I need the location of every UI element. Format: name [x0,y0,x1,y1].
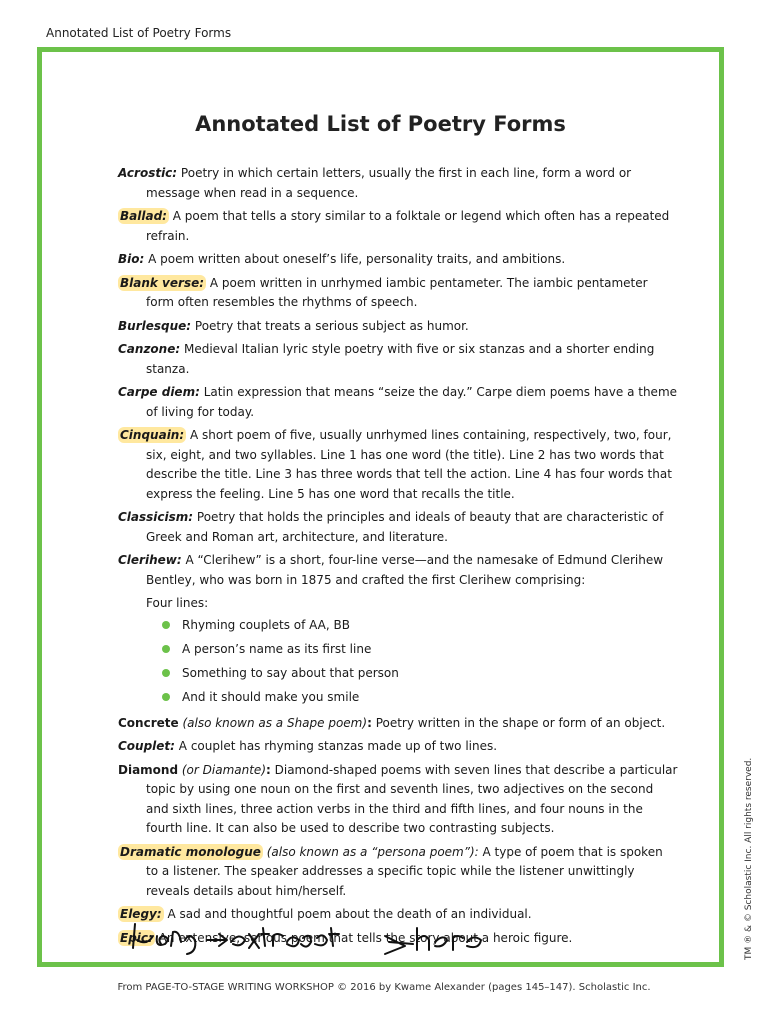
definition: A poem written in unrhymed iambic pentameter. The iambic pentameter form often resembles the rhythms of speech. [146,275,648,309]
entry-classicism [118,508,678,547]
definition: A “Clerihew” is a short, four-line verse—and the namesake of Edmund Clerihew Bentley, who was born in 1875 and crafted the first Clerihew comprising: [146,553,664,587]
definition: Poetry that holds the principles and ideals of beauty that are characteristic of Greek and Roman art, architecture, and literature. [146,510,664,544]
term: Burlesque: [118,318,192,333]
entry-carpe-diem [118,383,678,422]
list-item [162,616,678,640]
bullet-dot-icon [162,621,170,629]
bullet-text: Rhyming couplets of AA, BB [182,617,350,632]
list-item [162,640,678,664]
definition: A type of poem that is spoken to a listener. The speaker addresses a specific topic while the listener unwittingly reveals details about him/herself. [146,844,663,898]
entry-acrostic [118,164,678,203]
entry-clerihew [118,551,678,590]
term: Couplet: [118,739,175,753]
bullet-text: Something to say about that person [182,665,399,680]
definition: A poem written about oneself’s life, personality traits, and ambitions. [144,252,566,266]
term-highlighted: Elegy: [120,907,162,921]
definition: A sad and thoughtful poem about the death of an individual. [163,907,532,921]
handwritten-note [127,918,487,958]
clerihew-lead: Four lines: [146,596,209,610]
definition: Poetry written in the shape or form of an object. [371,715,666,730]
entry-bio [118,250,678,270]
poetry-forms-list [118,164,678,952]
term-highlighted: Ballad: [120,209,167,223]
bullet-text: A person’s name as its first line [182,641,372,656]
entry-ballad [118,207,678,246]
entry-blank-verse [118,274,678,313]
list-item [162,664,678,688]
content-frame [37,47,724,967]
list-item [162,688,678,712]
definition: A poem that tells a story similar to a folktale or legend which often has a repeated refrain. [146,209,670,243]
term: Classicism: [118,510,194,524]
bullet-dot-icon [162,693,170,701]
term-highlighted: Epic: [120,930,153,945]
term-note: (also known as a “persona poem”): [262,844,479,859]
entry-cinquain [118,426,678,504]
bullet-dot-icon [162,669,170,677]
entry-concrete [118,714,678,734]
term: Concrete [118,715,179,730]
term: Diamond [118,762,179,777]
term: Canzone: [118,342,181,356]
rights-notice: TM ® & © Scholastic Inc. All rights reserved. [744,757,754,960]
term-colon: : [367,715,372,730]
definition: Poetry in which certain letters, usually the first in each line, form a word or message when read in a sequence. [146,166,632,200]
definition: Poetry that treats a serious subject as humor. [191,318,469,333]
bullet-dot-icon [162,645,170,653]
bullet-text: And it should make you smile [182,689,360,704]
page-title: Annotated List of Poetry Forms [195,112,566,136]
entry-burlesque [118,317,678,337]
entry-diamond [118,761,678,839]
entry-dramatic-monologue [118,843,678,902]
clerihew-bullets [162,616,678,712]
definition: Medieval Italian lyric style poetry with five or six stanzas and a shorter ending stanza. [146,342,655,376]
entry-canzone [118,340,678,379]
entry-couplet [118,737,678,757]
definition: A short poem of five, usually unrhymed lines containing, respectively, two, four, six, eight, and two syllables. Line 1 has one word (the title). Line 2 has two words that describe the title. Line 3 has three words that tell the action. Line 4 has four words that express the feeling. Line 5 has one word that recalls the title. [146,428,672,501]
definition: Latin expression that means “seize the day.” Carpe diem poems have a theme of living for today. [146,385,678,419]
term: Carpe diem: [118,385,200,399]
definition: Diamond-shaped poems with seven lines that describe a particular topic by using one noun on the first and seventh lines, two adjectives on the second and sixth lines, three action verbs in the third and fifth lines, and four nouns in the fourth line. It can also be used to describe two contrasting subjects. [146,762,678,835]
running-head: Annotated List of Poetry Forms [46,26,232,40]
term: Bio: [118,252,145,266]
term: Acrostic: [118,166,178,180]
definition: An extensive, serious poem that tells the story about a heroic figure. [154,930,573,945]
term: Clerihew: [118,553,182,567]
term-highlighted: Cinquain: [120,428,185,442]
term-colon: : [266,762,271,777]
term-note: (also known as a Shape poem) [178,715,368,730]
term-highlighted: Dramatic monologue [120,844,261,859]
term-note: (or Diamante) [178,762,266,777]
page-footer: From PAGE-TO-STAGE WRITING WORKSHOP © 2016 by Kwame Alexander (pages 145–147). Scholastic Inc. [117,982,651,993]
term-highlighted: Blank verse: [120,275,205,290]
definition: A couplet has rhyming stanzas made up of two lines. [174,739,498,753]
